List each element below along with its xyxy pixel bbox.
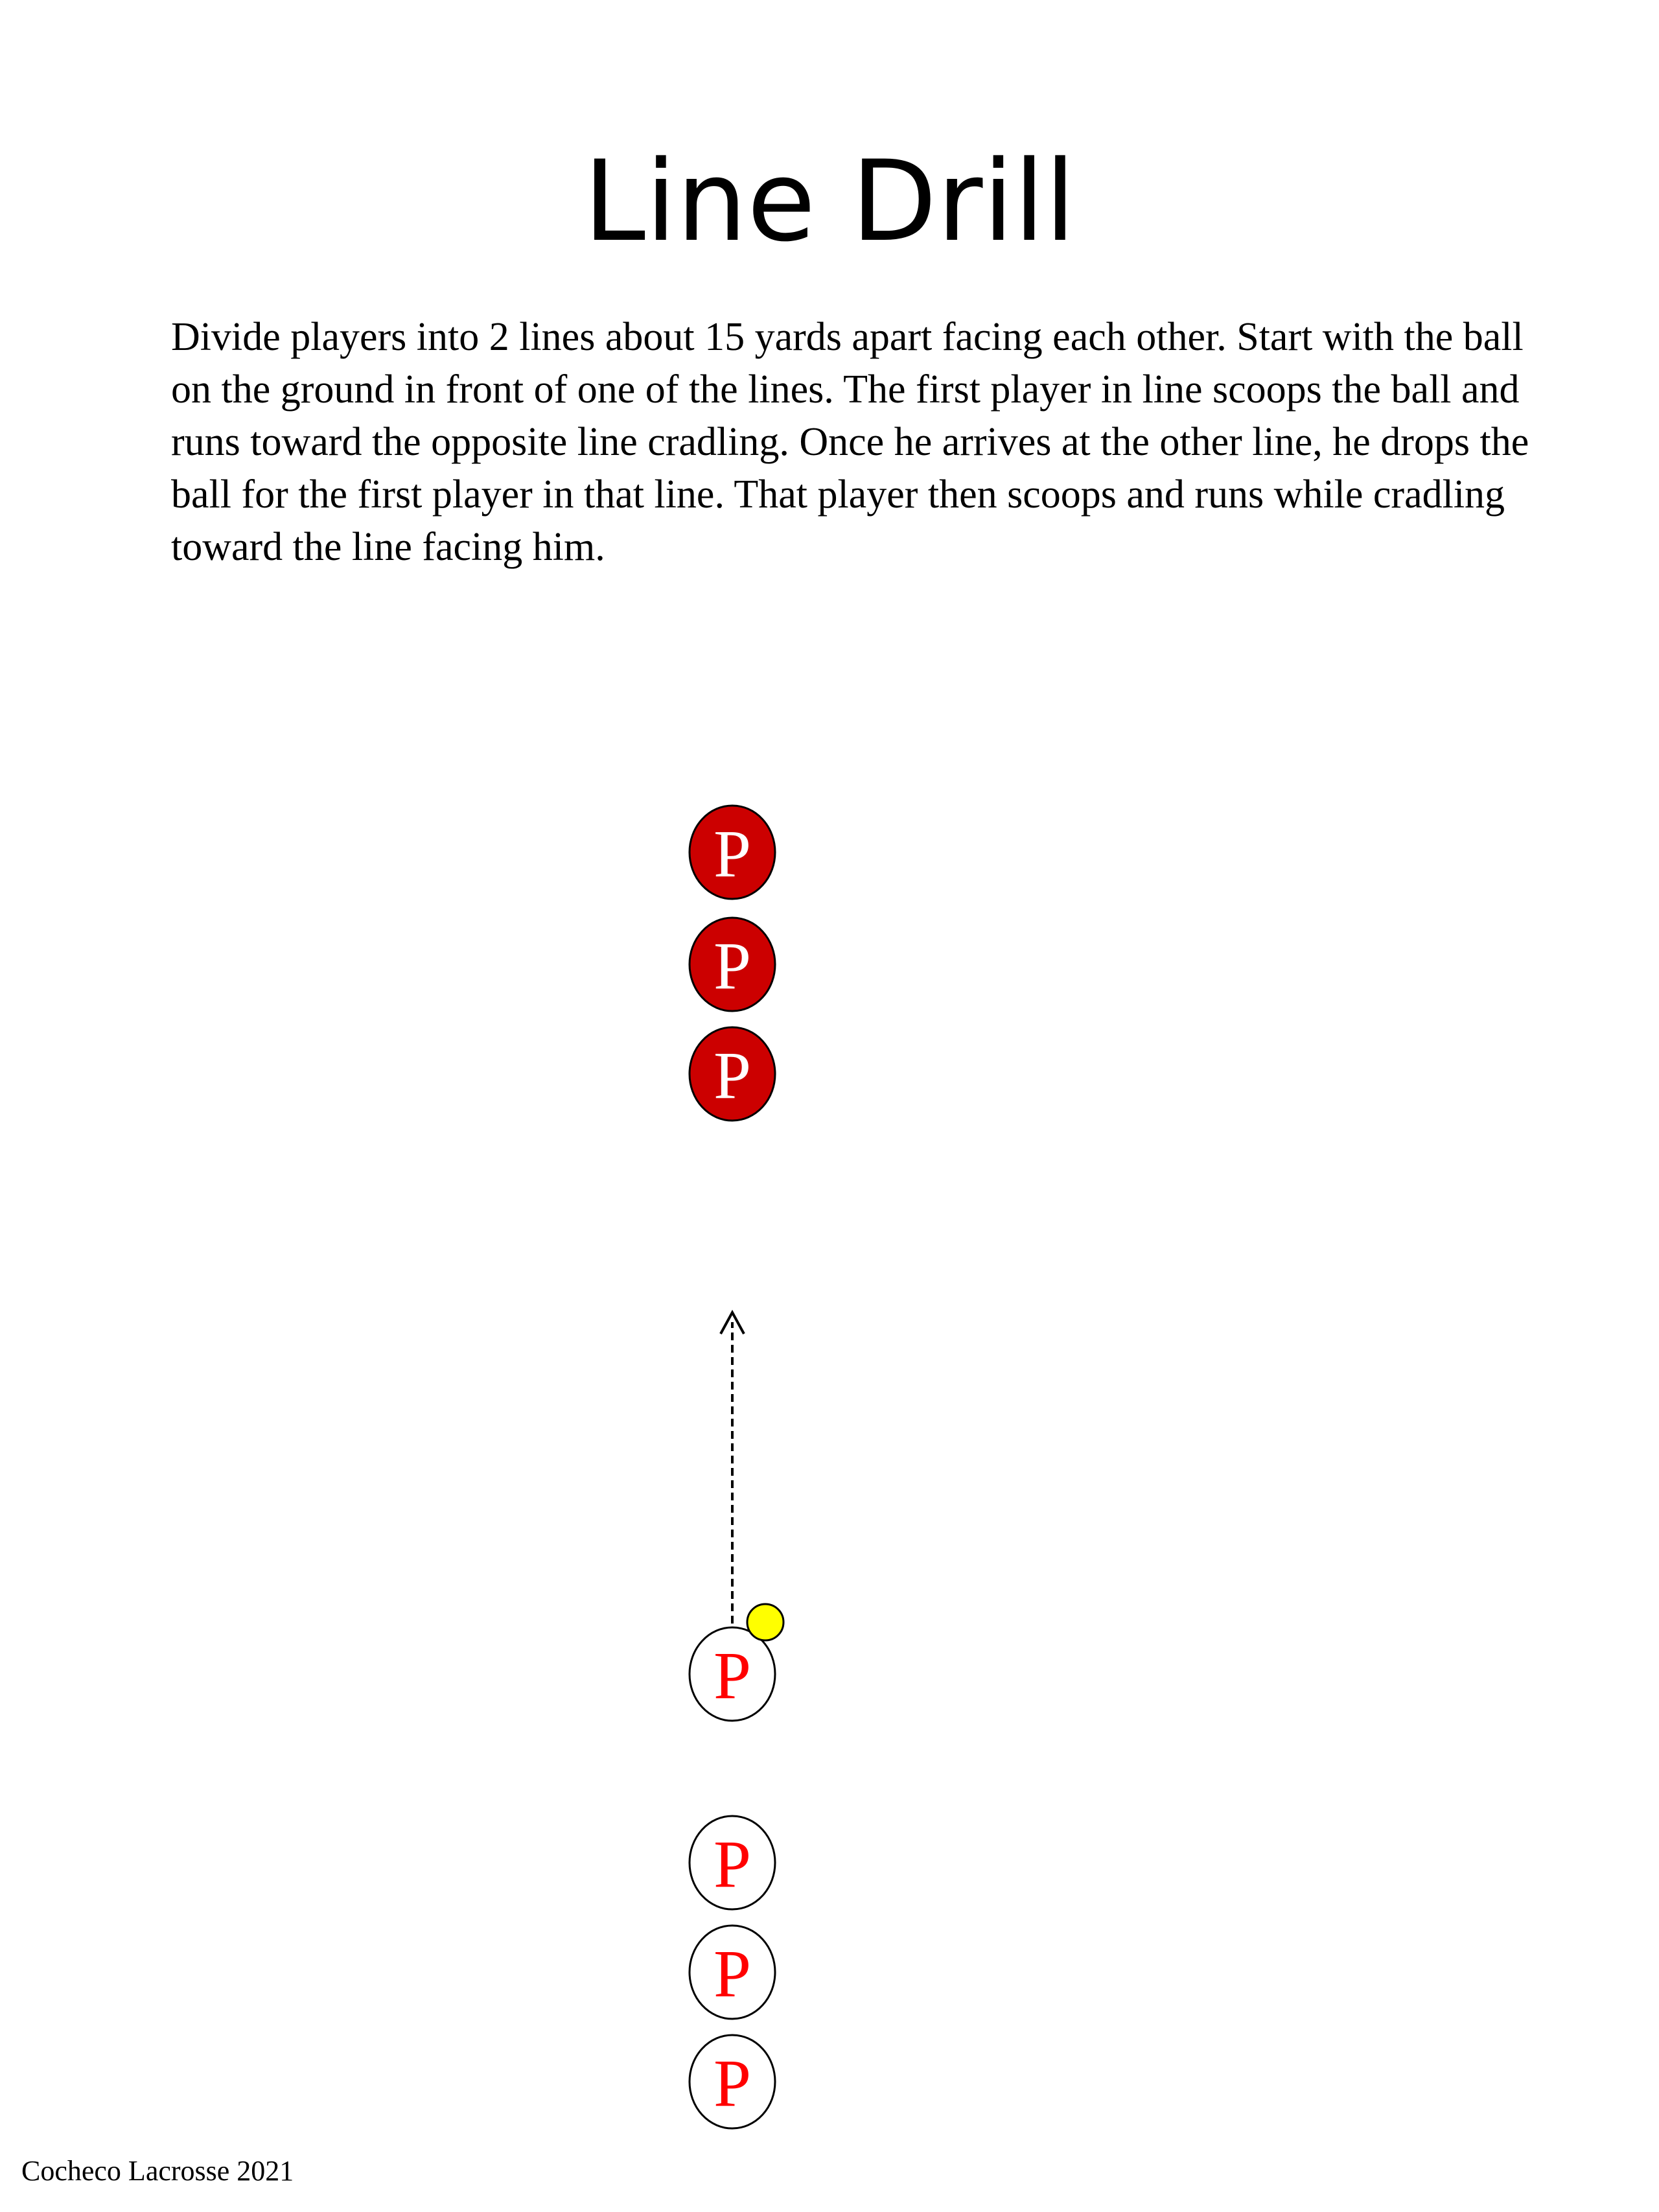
top-player — [690, 1027, 775, 1121]
bottom-player-with-ball — [690, 1627, 775, 1721]
top-player-line — [690, 806, 775, 1121]
bottom-player-label: P — [713, 2046, 751, 2121]
bottom-player-label: P — [713, 1827, 751, 1902]
top-player — [690, 918, 775, 1011]
bottom-player-label: P — [713, 1638, 751, 1713]
drill-description: Divide players into 2 lines about 15 yards apart facing each other. Start with the ball on the ground in front of one of the lines. The first player in line scoops the ball and runs toward the opposite line cradling. Once he arrives at the other line, he drops the ball for the first player in that line. That player then scoops and runs while cradling toward the line facing him. — [171, 315, 1529, 569]
bottom-player-line — [690, 1627, 775, 2128]
bottom-player — [690, 1926, 775, 2019]
bottom-player — [690, 1816, 775, 1909]
footer-credit: Cocheco Lacrosse 2021 — [21, 2155, 294, 2187]
top-player-label: P — [713, 1038, 751, 1113]
lacrosse-ball — [747, 1604, 783, 1640]
bottom-player-label: P — [713, 1937, 751, 2011]
bottom-player — [690, 2035, 775, 2128]
top-player — [690, 806, 775, 899]
page-title: Line Drill — [583, 136, 1076, 266]
top-player-label: P — [713, 817, 751, 891]
top-player-label: P — [713, 929, 751, 1003]
